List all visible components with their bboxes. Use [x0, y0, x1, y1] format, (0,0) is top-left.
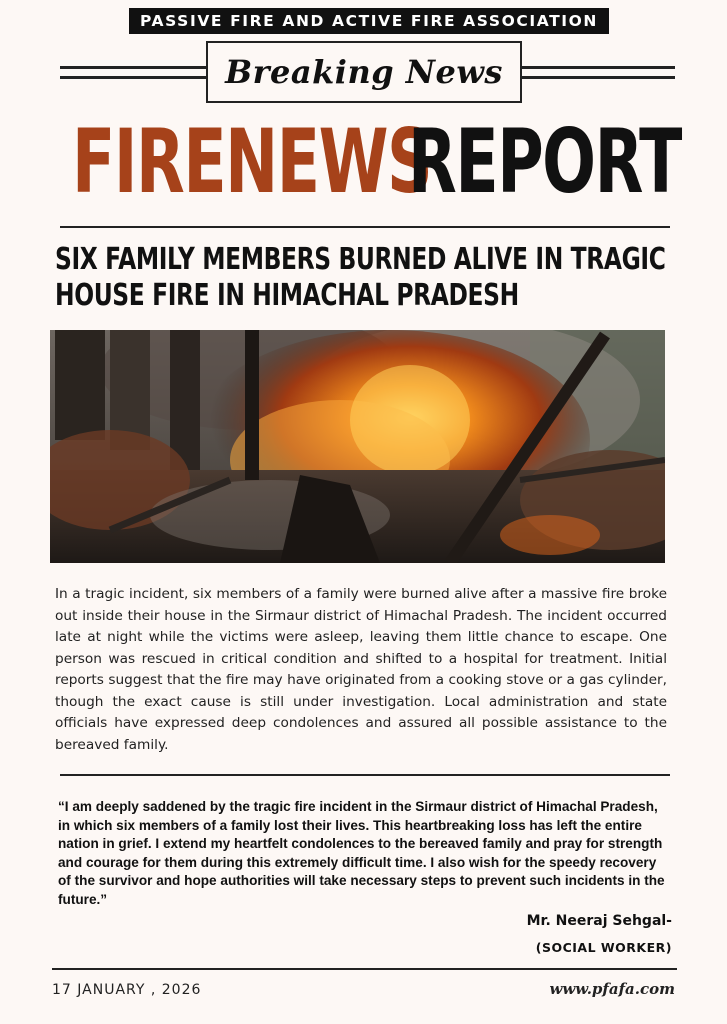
breaking-rule-right-top — [522, 66, 675, 69]
breaking-rule-left-top — [60, 66, 206, 69]
article-headline: SIX FAMILY MEMBERS BURNED ALIVE IN TRAGIC HOUSE FIRE IN HIMACHAL PRADESH — [55, 242, 666, 313]
divider-quote — [60, 774, 670, 776]
divider-footer — [52, 968, 677, 970]
burning-house-image — [50, 330, 665, 563]
signature-title: (SOCIAL WORKER) — [535, 940, 672, 955]
article-body: In a tragic incident, six members of a family were burned alive after a massive fire broke out inside their house in the Sirmaur district of Himachal Pradesh. The incident occurred late at night while the victims were asleep, leaving them little chance to escape. One person was rescued in critical condition and shifted to a hospital for treatment. Initial reports suggest that the fire may have originated from a cooking stove or a gas cylinder, though the exact cause is still under investigation. Local administration and state officials have expressed deep condolences and assured all possible assistance to the bereaved family. — [55, 586, 667, 753]
masthead-firenews: FIRENEWS — [72, 110, 432, 213]
signature-name: Mr. Neeraj Sehgal- — [526, 913, 672, 929]
issue-date: 17 JANUARY , 2026 — [52, 982, 202, 998]
masthead-report: REPORT — [408, 110, 681, 213]
breaking-news-label: Breaking News — [206, 41, 522, 103]
breaking-rule-left-bottom — [60, 76, 206, 79]
divider-top — [60, 226, 670, 228]
quote-text: “I am deeply saddened by the tragic fire incident in the Sirmaur district of Himachal Pradesh, in which six members of a family lost their lives. This heartbreaking loss has left the entire nation in grief. I extend my heartfelt condolences to the bereaved family and pray for strength and courage for them during this extremely difficult time. I also wish for the speedy recovery of the survivor and hope authorities will take necessary steps to prevent such incidents in the future.” — [58, 799, 665, 907]
fire-photo — [50, 330, 665, 563]
masthead-title — [72, 108, 681, 216]
website-link[interactable]: www.pfafa.com — [549, 980, 675, 998]
association-banner: PASSIVE FIRE AND ACTIVE FIRE ASSOCIATION — [129, 8, 609, 34]
breaking-rule-right-bottom — [522, 76, 675, 79]
